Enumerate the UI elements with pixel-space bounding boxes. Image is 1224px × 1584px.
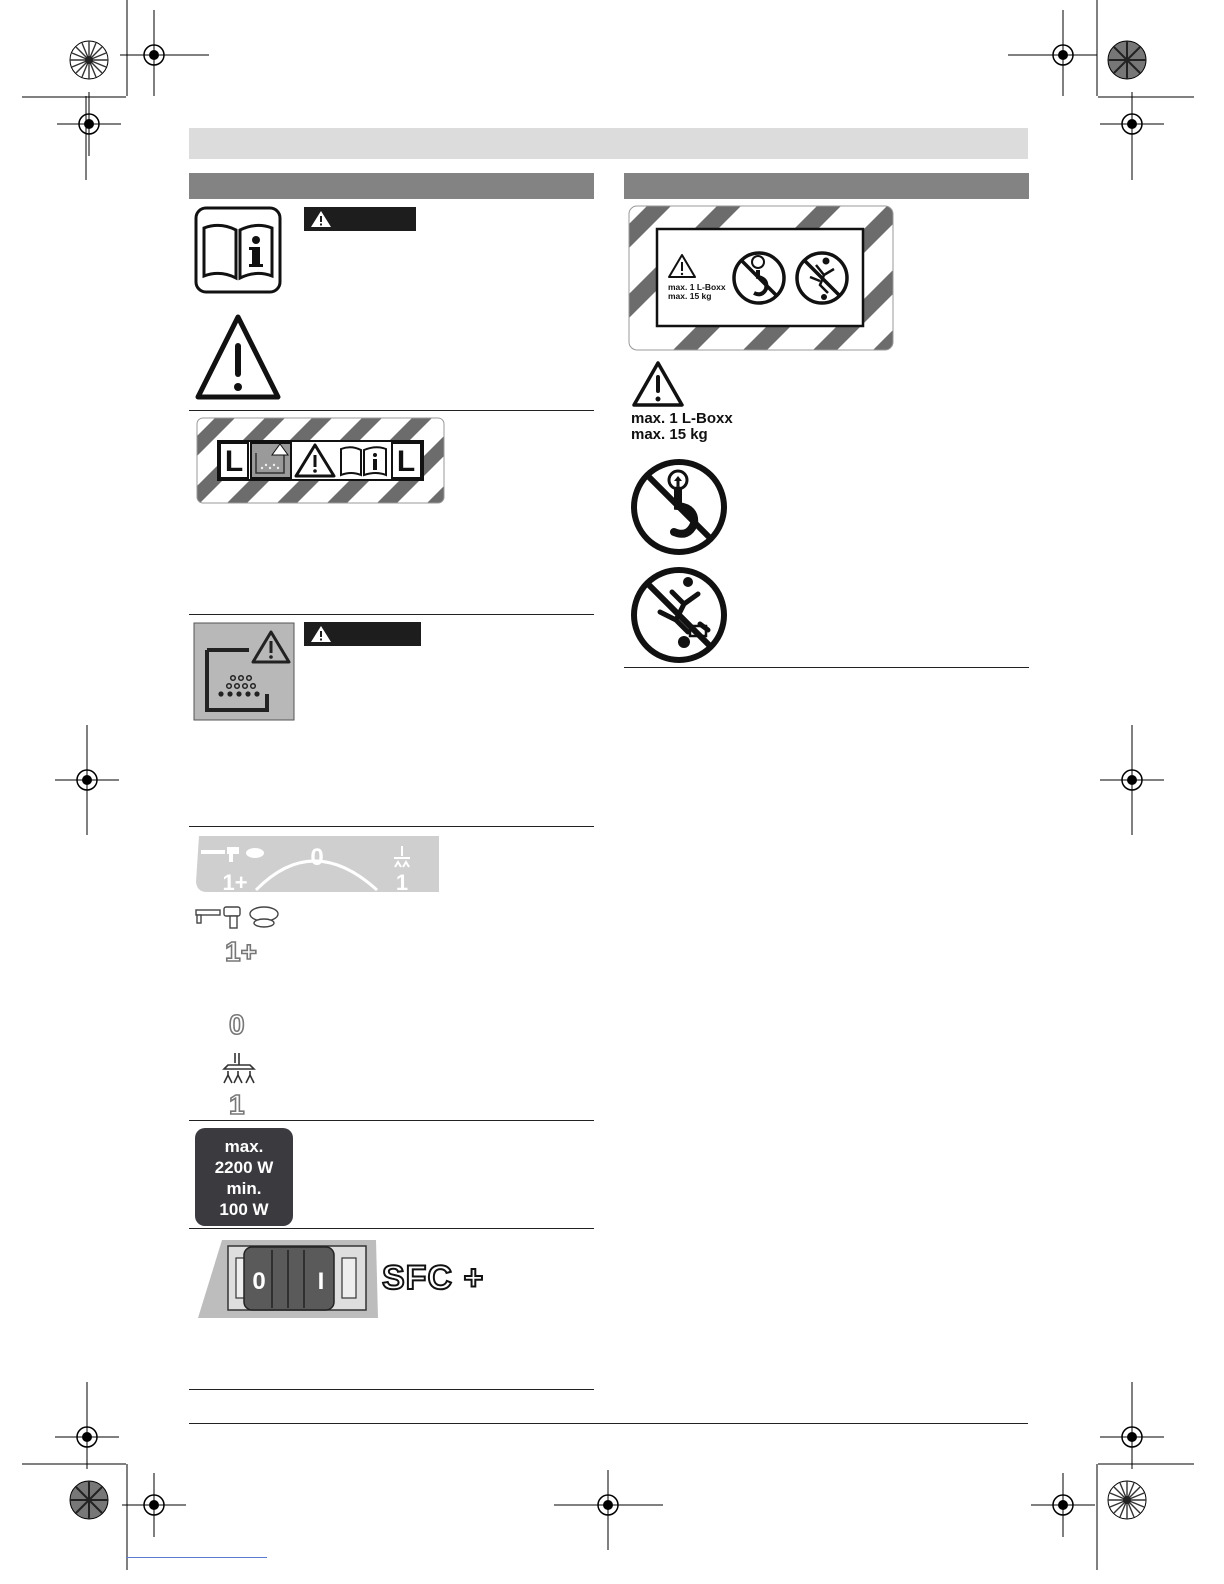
section-divider — [189, 1228, 594, 1229]
max-lboxx-text: max. 1 L-Boxx — [631, 410, 733, 427]
dial-right-value: 1 — [395, 870, 409, 894]
max-weight-text: max. 15 kg — [631, 426, 708, 443]
power-max-value: 2200 W — [214, 1158, 274, 1177]
mode-one-plus-symbol: 1+ — [225, 936, 257, 967]
power-tools-icon — [194, 902, 284, 930]
power-min-label: min. — [226, 1179, 262, 1198]
on-off-switch-image — [196, 1238, 382, 1320]
section-divider — [189, 614, 594, 615]
page-header-bar — [189, 128, 1028, 159]
section-divider — [189, 1120, 594, 1121]
switch-on-label: I — [317, 1268, 325, 1295]
power-min-value: 100 W — [219, 1200, 269, 1219]
dust-hazard-icon — [193, 622, 295, 721]
device-label-strip-image — [196, 417, 445, 504]
dial-left-value: 1+ — [222, 870, 248, 894]
suction-mode-dial-plate — [193, 834, 443, 894]
dial-center-value: 0 — [310, 844, 324, 871]
right-column-title-bar — [624, 173, 1029, 199]
general-warning-icon — [194, 313, 282, 401]
sticker-lboxx-line1: max. 1 L-Boxx — [668, 282, 726, 292]
mode-one-symbol: 1 — [229, 1089, 245, 1120]
section-divider — [189, 826, 594, 827]
sfc-plus-logo: SFC + — [382, 1259, 485, 1297]
strip-letter-left: L — [224, 445, 244, 478]
lboxx-warning-sticker — [628, 205, 894, 351]
strip-letter-right: L — [396, 445, 416, 478]
power-max-label: max. — [224, 1137, 264, 1156]
page-footer-divider — [189, 1423, 1028, 1424]
no-riding-icon — [630, 566, 728, 664]
mode-zero-symbol: 0 — [229, 1009, 245, 1040]
warning-signal-label — [304, 622, 421, 646]
warning-triangle-icon — [310, 625, 332, 643]
warning-triangle-icon — [310, 210, 332, 228]
read-manual-icon — [194, 206, 282, 294]
footer-link-underline — [126, 1557, 267, 1558]
no-crane-lifting-icon — [630, 458, 728, 556]
section-divider — [189, 410, 594, 411]
section-divider — [624, 667, 1029, 668]
warning-signal-label — [304, 207, 416, 231]
socket-power-rating-label — [195, 1128, 293, 1226]
floor-nozzle-icon — [218, 1051, 260, 1087]
sticker-lboxx-line2: max. 15 kg — [668, 291, 712, 301]
left-column-title-bar — [189, 173, 594, 199]
section-divider — [189, 1389, 594, 1390]
switch-off-label: 0 — [252, 1268, 266, 1295]
load-warning-icon — [631, 360, 685, 408]
